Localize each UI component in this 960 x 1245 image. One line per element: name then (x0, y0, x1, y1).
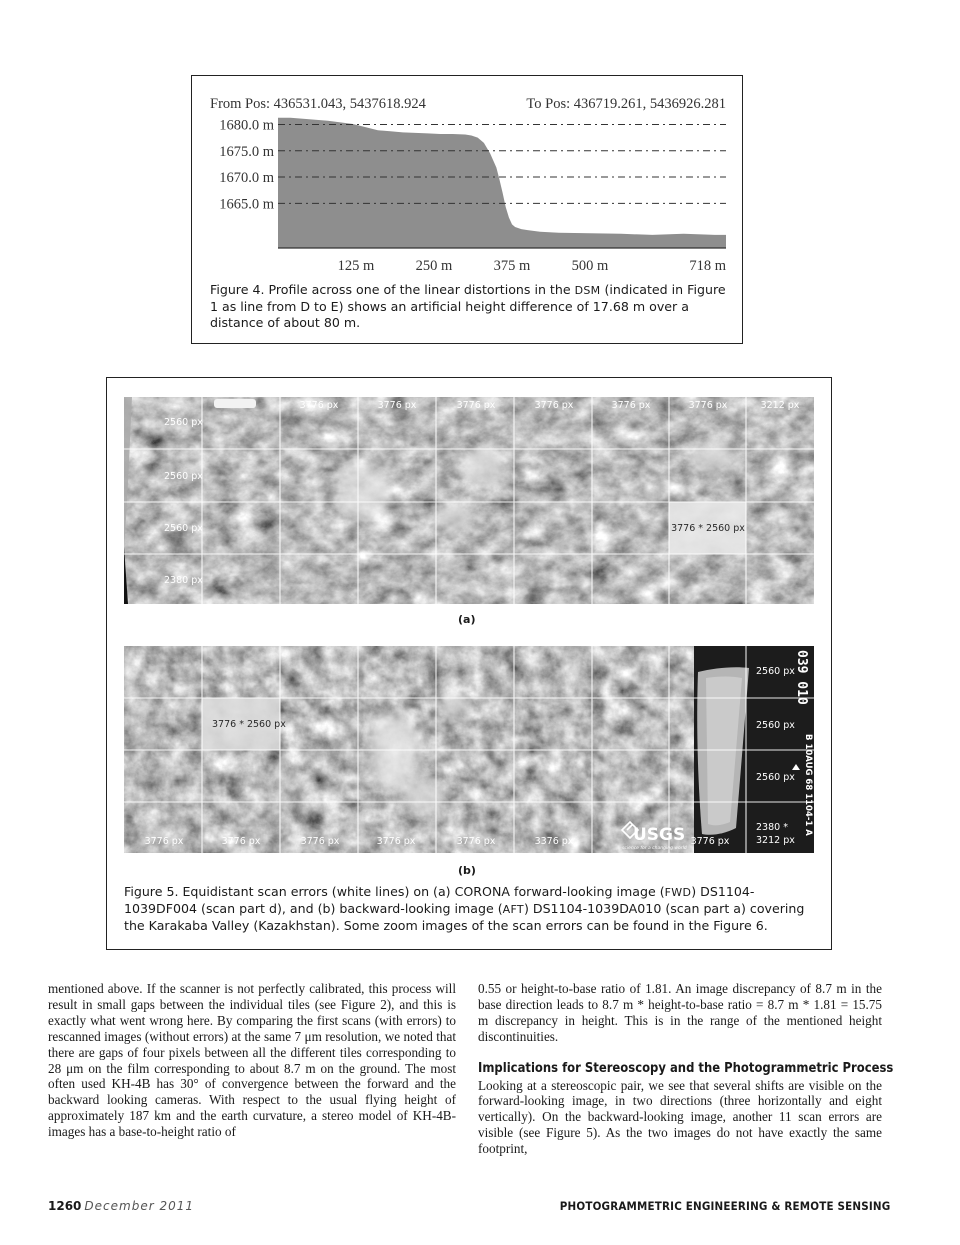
page-number: 1260 (48, 1199, 82, 1213)
x-tick-label: 718 m (689, 258, 726, 274)
body-column-right (478, 981, 894, 1157)
caption-text: Figure 4. Profile across one of the linear distortions in the (210, 282, 575, 297)
caption-text: Figure 5. Equidistant scan errors (white lines) on (a) CORONA forward-looking image ( (124, 884, 665, 899)
col-label: 3776 px (688, 400, 728, 411)
col-label: 3776 px (611, 400, 651, 411)
body-paragraph: mentioned above. If the scanner is not perfectly calibrated, this process will result in small gaps between the individual tiles (see Figure 2), and this is exactly what went wrong here. By comparing the first scans (with errors) to rescanned images (without errors) at the same 7 μm resolution, we noted that there are gaps of four pixels between all the different tiles corresponding to 28 μm on the film corresponding to about 8.7 m on the ground. The most often used KH-4B has 30° of convergence between the forward and the backward looking cameras. With respect to the usual flying height of approximately 187 km and the earth curvature, a stereo model of KH-4B-images has a base-to-height ratio of (48, 981, 456, 1140)
col-label: 3776 px (144, 836, 184, 847)
panel-b-label: (b) (458, 864, 476, 877)
col-label: 3776 px (690, 836, 730, 847)
issue-date: December 2011 (84, 1199, 194, 1213)
caption-text: ) DS1104-1039DA010 (scan part a) covering the Karakaba Valley (Kazakhstan). Some zoom images of the scan errors can be found in the Figure 6. (124, 901, 805, 933)
figure-4-caption (210, 282, 730, 331)
col-label: 3776 px (534, 400, 574, 411)
caption-abbrev: AFT (502, 903, 524, 916)
figure-5a-image (124, 397, 814, 604)
row-label: 3212 px (756, 835, 795, 846)
row-label: 2560 px (164, 417, 203, 428)
film-side-text: B 10AUG 68 1104-1 A (803, 734, 813, 836)
profile-area (278, 118, 726, 248)
row-label: 2560 px (756, 772, 795, 783)
row-label: 2560 px (756, 720, 795, 731)
x-tick-label: 250 m (415, 258, 453, 274)
usgs-logo (622, 822, 687, 851)
logo-tagline: science for a changing world (622, 846, 687, 851)
y-tick-label: 1680.0 m (219, 117, 274, 134)
col-label: 3776 px (456, 836, 496, 847)
page-footer-left (48, 1199, 194, 1213)
col-label: 3212 px (760, 400, 800, 411)
film-code: 039 010 (794, 650, 809, 705)
caption-abbrev: DSM (574, 284, 601, 297)
row-label: 2560 px (164, 471, 203, 482)
logo-text: USGS (633, 825, 686, 845)
body-paragraph: Looking at a stereoscopic pair, we see that several shifts are visible on the forward-looking image, in two directions (three horizontally and eight vertically). On the backward-looking image, another 11 scan errors are visible (see Figure 5). As the two images do not have exactly the same footprint, (478, 1077, 882, 1157)
row-label: 2560 px (756, 666, 795, 677)
row-label: 2560 px (164, 523, 203, 534)
profile-chart (192, 76, 744, 276)
figure-5b-image (124, 646, 814, 853)
caption-abbrev: FWD (664, 886, 692, 899)
panel-a-label: (a) (458, 613, 476, 626)
x-tick-label: 500 m (571, 258, 609, 274)
col-label: 3776 px (299, 400, 339, 411)
highlight-label: 3776 * 2560 px (671, 523, 745, 534)
body-paragraph: 0.55 or height-to-base ratio of 1.81. An image discrepancy of 8.7 m in the base direction leads to 8.7 m * height-to-base ratio = 8.7 m * 1.81 = 15.75 m discrepancy in height. This is in the range of the mentioned height discontinuities. (478, 981, 882, 1044)
highlight-label: 3776 * 2560 px (212, 719, 286, 730)
to-position: To Pos: 436719.261, 5436926.281 (526, 96, 726, 112)
col-label: 3776 px (221, 836, 261, 847)
col-label: 3776 px (376, 836, 416, 847)
x-tick-label: 125 m (337, 258, 375, 274)
row-label: 2380 px (164, 575, 203, 586)
col-label: 3776 px (300, 836, 340, 847)
col-label: 3376 px (534, 836, 574, 847)
section-heading: Implications for Stereoscopy and the Photogrammetric Process (478, 1059, 894, 1076)
figure-4 (191, 75, 743, 344)
caption-text: ) DS1104-1039DF004 (scan part d), and (b) backward-looking image ( (124, 884, 755, 916)
from-position: From Pos: 436531.043, 5437618.924 (210, 96, 426, 112)
col-label: 3776 px (456, 400, 496, 411)
figure-5-caption (124, 884, 816, 934)
y-tick-label: 1665.0 m (219, 196, 274, 213)
x-tick-label: 375 m (493, 258, 531, 274)
row-label: 2380 * (756, 822, 788, 833)
journal-name: PHOTOGRAMMETRIC ENGINEERING & REMOTE SENSING (559, 1199, 890, 1213)
caption-text: (indicated in Figure 1 as line from D to E) shows an artificial height difference of 17.68 m over a distance of about 80 m. (210, 282, 726, 330)
y-tick-label: 1670.0 m (219, 170, 274, 187)
figure-5 (106, 377, 832, 950)
body-column-left (48, 981, 456, 1140)
y-tick-label: 1675.0 m (219, 143, 274, 160)
col-label: 3776 px (377, 400, 417, 411)
